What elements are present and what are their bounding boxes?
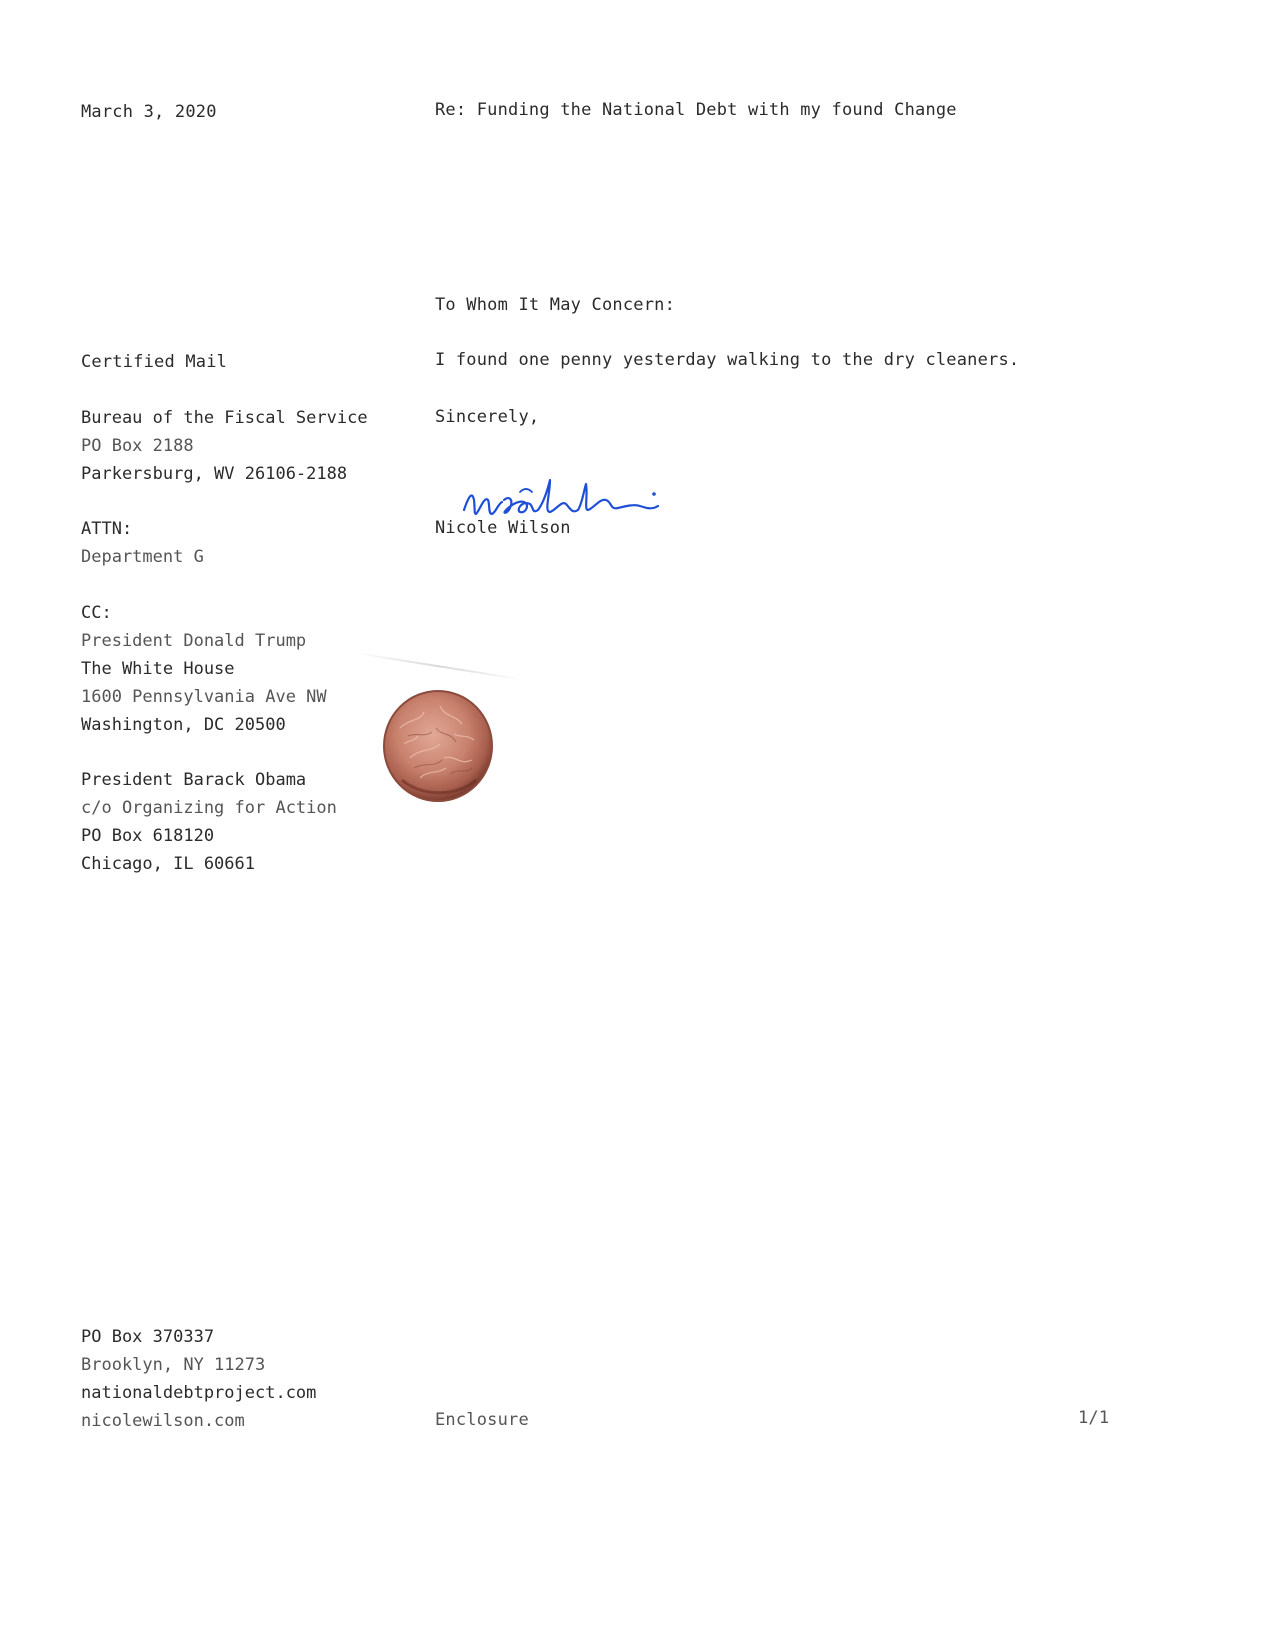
page-number: 1/1 [1078,1408,1110,1428]
letter-body: I found one penny yesterday walking to the dry cleaners. [435,350,1020,370]
recipient-address-line: PO Box 2188 [81,436,194,456]
cc-address-line: The White House [81,659,235,679]
sender-address-line: Brooklyn, NY 11273 [81,1355,266,1375]
recipient-address [81,404,368,488]
closing: Sincerely, [435,407,540,427]
cc-address-line: Chicago, IL 60661 [81,854,255,874]
signer-name: Nicole Wilson [435,518,571,538]
attn-block [81,515,204,571]
sender-address [81,1323,316,1435]
cc-label: CC: [81,603,112,623]
delivery-method: Certified Mail [81,352,228,372]
penny-coin-icon [380,688,496,804]
sender-address-line: PO Box 370337 [81,1327,215,1347]
recipient-address-line: Parkersburg, WV 26106-2188 [81,464,348,484]
salutation: To Whom It May Concern: [435,295,676,315]
attn-label: ATTN: [81,519,133,539]
letter-subject: Re: Funding the National Debt with my found Change [435,100,957,120]
cc-address-line: PO Box 618120 [81,826,215,846]
cc-block-second [81,766,337,878]
cc-block [81,599,327,739]
sender-website-link[interactable]: nicolewilson.com [81,1411,245,1431]
cc-address-line: Washington, DC 20500 [81,715,286,735]
tape-scuff [355,652,523,681]
cc-address-line: c/o Organizing for Action [81,798,337,818]
cc-address-line: 1600 Pennsylvania Ave NW [81,687,327,707]
cc-address-line: President Barack Obama [81,770,307,790]
recipient-address-line: Bureau of the Fiscal Service [81,408,368,428]
letter-date: March 3, 2020 [81,102,217,122]
enclosure-note: Enclosure [435,1410,529,1430]
attn-value: Department G [81,547,204,567]
cc-address-line: President Donald Trump [81,631,307,651]
sender-website-link[interactable]: nationaldebtproject.com [81,1383,317,1403]
